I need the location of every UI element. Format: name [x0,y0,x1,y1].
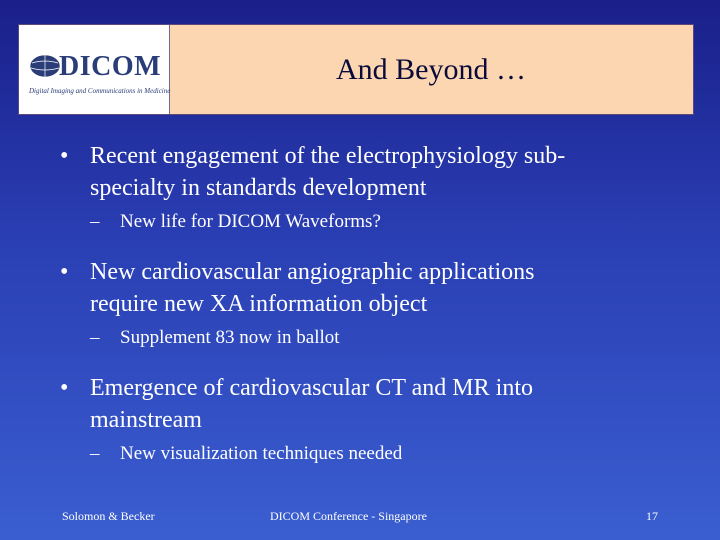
bullet-item [60,140,660,204]
bullet-text-line: specialty in standards development [90,175,427,201]
sub-bullet-marker: – [90,211,100,232]
sub-bullet-marker: – [90,327,100,348]
bullet-text-line: New cardiovascular angiographic applications [90,259,535,285]
bullet-marker: • [60,259,69,285]
bullet-text-line: Emergence of cardiovascular CT and MR into [90,375,533,401]
logo-tagline: Digital Imaging and Communications in Medicine [29,87,171,95]
sub-bullet-item [60,326,660,350]
footer-authors: Solomon & Becker [62,509,155,523]
bullet-marker: • [60,375,69,401]
bullet-text-line: require new XA information object [90,291,428,317]
bullet-text-line: Recent engagement of the electrophysiology sub- [90,143,566,169]
logo-wordmark: DICOM [59,51,162,82]
sub-bullet-marker: – [90,443,100,464]
bullet-item [60,256,660,320]
title-banner [18,24,694,115]
bullet-marker: • [60,143,69,169]
sub-bullet-item [60,210,660,234]
sub-bullet-text: Supplement 83 now in ballot [120,327,340,348]
slide-title: And Beyond … [336,52,526,86]
bullet-list [60,140,660,488]
bullet-text-line: mainstream [90,407,202,433]
slide-footer [0,509,720,525]
dicom-logo [19,25,170,114]
footer-event: DICOM Conference - Singapore [270,509,427,523]
sub-bullet-text: New visualization techniques needed [120,443,403,464]
sub-bullet-item [60,442,660,466]
bullet-item [60,372,660,436]
sub-bullet-text: New life for DICOM Waveforms? [120,211,381,232]
page-number: 17 [646,509,658,523]
